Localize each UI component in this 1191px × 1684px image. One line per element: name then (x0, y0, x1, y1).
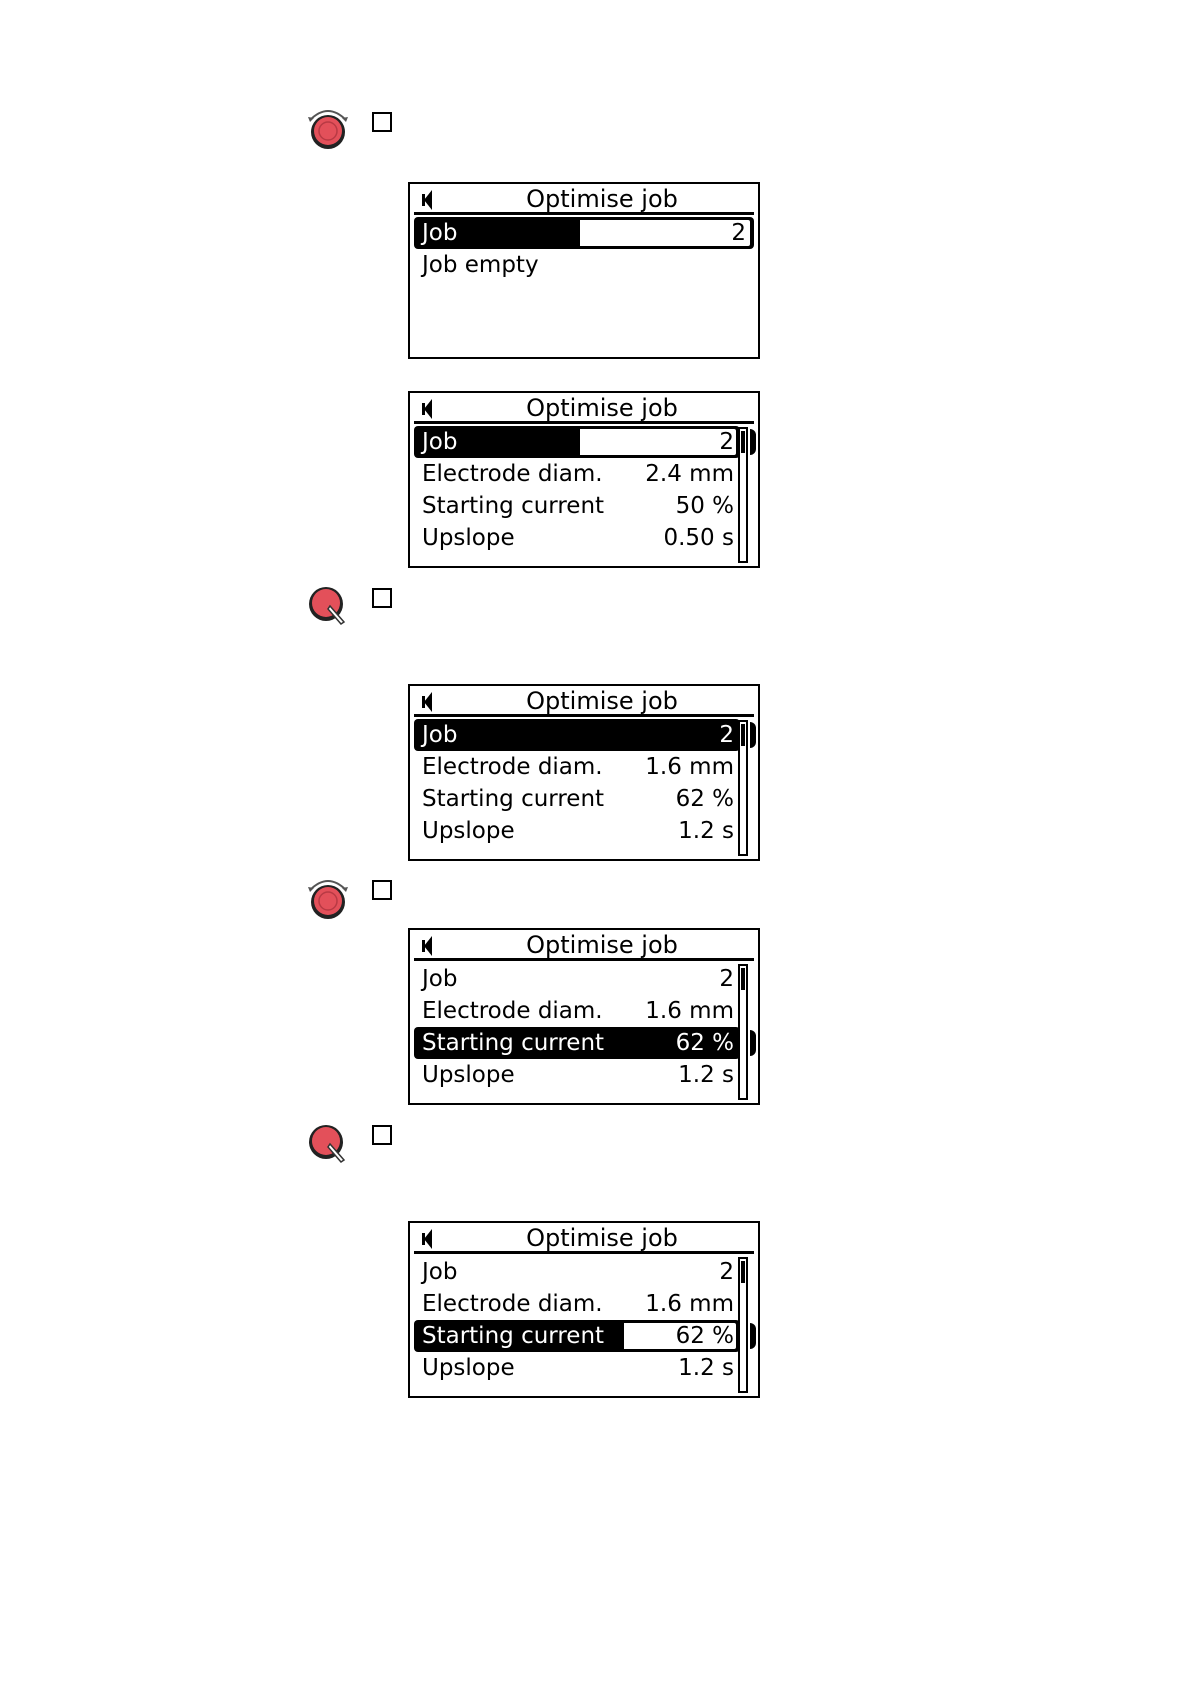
row-label: Upslope (422, 525, 515, 551)
scrollbar-thumb[interactable] (741, 968, 745, 990)
screen-title: Optimise job (526, 687, 678, 715)
rotate-knob-icon (304, 104, 352, 152)
row-value: 2 (719, 966, 734, 992)
menu-row-starting-current[interactable] (414, 1320, 740, 1352)
selection-marker (750, 722, 756, 748)
row-value: 2 (719, 1259, 734, 1285)
screen-title: Optimise job (526, 1224, 678, 1252)
row-value: 1.2 s (678, 818, 734, 844)
scrollbar[interactable] (738, 427, 748, 563)
row-label: Starting current (422, 1323, 605, 1349)
menu-row-job[interactable] (414, 217, 754, 249)
step-checkbox[interactable] (372, 1125, 392, 1145)
row-label: Job (422, 722, 458, 748)
row-value: 2 (719, 429, 734, 455)
scrollbar[interactable] (738, 964, 748, 1100)
menu-row-upslope[interactable] (414, 1352, 740, 1384)
row-value: 1.6 mm (645, 754, 734, 780)
selection-marker (750, 1323, 756, 1349)
row-value: 62 % (675, 786, 734, 812)
menu-row-electrode-diam[interactable] (414, 1288, 740, 1320)
menu-row-starting-current[interactable] (414, 783, 740, 815)
menu-row-electrode-diam[interactable] (414, 995, 740, 1027)
screen-header (414, 1223, 754, 1254)
row-label: Job (422, 220, 458, 246)
scrollbar-thumb[interactable] (741, 431, 745, 453)
row-value: 2.4 mm (645, 461, 734, 487)
row-value: 2 (731, 220, 746, 246)
row-label: Job (422, 966, 458, 992)
row-label: Electrode diam. (422, 998, 603, 1024)
menu-row-job[interactable] (414, 963, 740, 995)
row-value: 1.6 mm (645, 1291, 734, 1317)
row-label: Starting current (422, 1030, 605, 1056)
press-knob-icon (304, 1118, 352, 1166)
screen-header (414, 686, 754, 717)
scrollbar-thumb[interactable] (741, 724, 745, 746)
selection-marker (750, 429, 756, 455)
menu-row-upslope[interactable] (414, 1059, 740, 1091)
menu-row-electrode-diam[interactable] (414, 751, 740, 783)
scrollbar[interactable] (738, 1257, 748, 1393)
step-checkbox[interactable] (372, 880, 392, 900)
menu-row-starting-current[interactable] (414, 490, 740, 522)
row-label: Job (422, 1259, 458, 1285)
row-label: Upslope (422, 1062, 515, 1088)
row-label: Starting current (422, 786, 605, 812)
row-label: Upslope (422, 818, 515, 844)
row-value: 1.6 mm (645, 998, 734, 1024)
row-label: Electrode diam. (422, 1291, 603, 1317)
row-label: Upslope (422, 1355, 515, 1381)
row-label: Electrode diam. (422, 461, 603, 487)
step-checkbox[interactable] (372, 112, 392, 132)
row-value: 1.2 s (678, 1355, 734, 1381)
row-value: 50 % (675, 493, 734, 519)
optimise-job-screen-4 (408, 928, 760, 1105)
menu-row-upslope[interactable] (414, 815, 740, 847)
menu-row-job[interactable] (414, 1256, 740, 1288)
menu-row-job-empty (414, 249, 754, 281)
menu-list (414, 1256, 740, 1384)
scrollbar-thumb[interactable] (741, 1261, 745, 1283)
row-value: 62 % (675, 1030, 734, 1056)
screen-header (414, 184, 754, 215)
optimise-job-screen-3 (408, 684, 760, 861)
row-label: Electrode diam. (422, 754, 603, 780)
screen-header (414, 930, 754, 961)
row-label: Job (422, 429, 458, 455)
menu-row-job[interactable] (414, 719, 740, 751)
menu-row-job[interactable] (414, 426, 740, 458)
row-value: 0.50 s (663, 525, 734, 551)
scrollbar[interactable] (738, 720, 748, 856)
optimise-job-screen-1 (408, 182, 760, 359)
screen-title: Optimise job (526, 394, 678, 422)
row-label: Job empty (422, 252, 539, 278)
screen-title: Optimise job (526, 185, 678, 213)
menu-list (414, 719, 740, 847)
optimise-job-screen-5 (408, 1221, 760, 1398)
menu-list (414, 217, 754, 281)
row-value: 1.2 s (678, 1062, 734, 1088)
menu-row-starting-current[interactable] (414, 1027, 740, 1059)
menu-row-electrode-diam[interactable] (414, 458, 740, 490)
row-label: Starting current (422, 493, 605, 519)
screen-title: Optimise job (526, 931, 678, 959)
step-checkbox[interactable] (372, 588, 392, 608)
menu-row-upslope[interactable] (414, 522, 740, 554)
menu-list (414, 963, 740, 1091)
row-value: 2 (719, 722, 734, 748)
row-value: 62 % (675, 1323, 734, 1349)
rotate-knob-icon (304, 874, 352, 922)
optimise-job-screen-2 (408, 391, 760, 568)
screen-header (414, 393, 754, 424)
selection-marker (750, 1030, 756, 1056)
menu-list (414, 426, 740, 554)
press-knob-icon (304, 580, 352, 628)
